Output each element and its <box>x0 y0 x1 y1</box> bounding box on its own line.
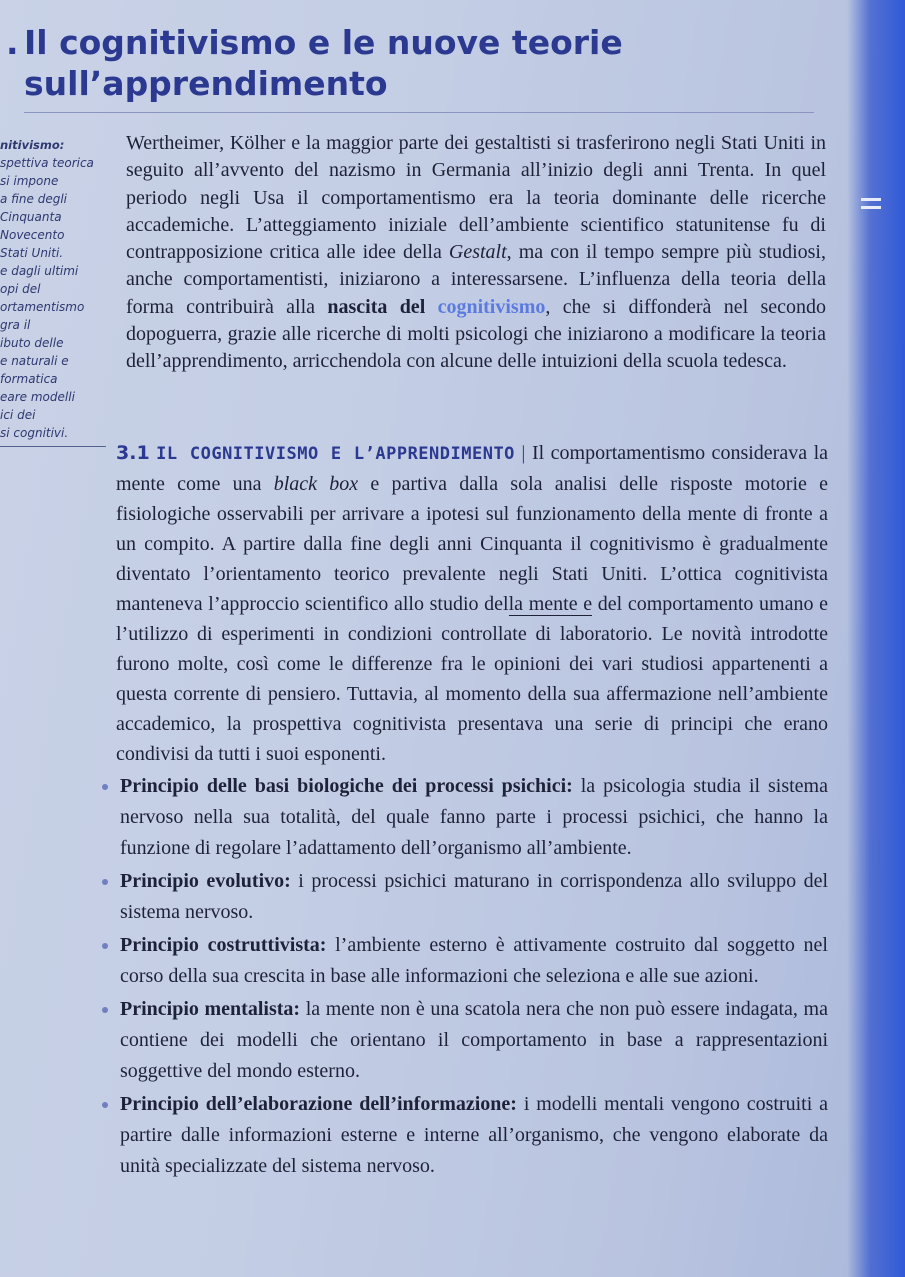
pen-underline: la mente e <box>508 593 593 615</box>
margin-note-line: formatica <box>0 372 58 386</box>
margin-note-line: ibuto delle <box>0 336 64 350</box>
principle-name: Principio mentalista: <box>120 998 301 1020</box>
intro-text: , ma con il tempo sempre più studiosi, anche comportamentisti, iniziarono a interessarsene. L’influenza della teoria della forma contribuirà alla <box>126 241 826 318</box>
list-item <box>116 930 828 992</box>
black-box-term: black box <box>273 473 359 495</box>
intro-paragraph <box>126 130 826 376</box>
principle-text: la psicologia studia il sistema nervoso nella sua totalità, del quale fanno parte i processi psichici, che hanno la funzione di regolare l’adattamento dell’organismo all’ambiente. <box>120 775 828 859</box>
margin-note-line: ici dei <box>0 408 36 422</box>
list-item <box>116 994 828 1087</box>
principle-text: l’ambiente esterno è attivamente costruito dal soggetto nel corso della sua crescita in base alle informazioni che seleziona e alle sue azioni. <box>120 934 828 987</box>
margin-note-line: opi del <box>0 282 41 296</box>
margin-note-line: Stati Uniti. <box>0 246 64 260</box>
section-text: del comportamento umano e l’utilizzo di esperimenti in condizioni controllate di laboratorio. Le novità introdotte furono molte, così come le differenze fra le opinioni dei vari studiosi appartenenti a questa corrente di pensiero. Tuttavia, al momento della sua affermazione nell’ambiente accademico, la prospettiva cognitivista presentava una serie di principi che erano condivisi da tutti i suoi esponenti. <box>116 593 829 765</box>
chapter-title-line-1: Il cognitivismo e le nuove teorie <box>24 23 623 62</box>
bullet-icon <box>102 1102 108 1108</box>
principle-text: i processi psichici maturano in corrispondenza allo sviluppo del sistema nervoso. <box>120 870 829 923</box>
margin-note <box>0 136 106 447</box>
section-separator: | <box>521 442 526 464</box>
chapter-title <box>6 22 814 113</box>
list-item <box>116 1089 828 1182</box>
chapter-title-line-2: sull’apprendimento <box>24 64 388 103</box>
margin-note-line: e dagli ultimi <box>0 264 79 278</box>
principle-name: Principio costruttivista: <box>120 934 327 956</box>
section-paragraph <box>116 438 828 769</box>
margin-note-line: eare modelli <box>0 390 75 404</box>
edge-marks <box>861 198 881 214</box>
margin-note-line: Cinquanta <box>0 210 62 224</box>
bullet-icon <box>102 879 108 885</box>
margin-note-line: gra il <box>0 318 31 332</box>
principles-list <box>116 771 828 1182</box>
intro-text: , che si diffonderà nel secondo dopoguerra, grazie alle ricerche di molti psicologi che iniziarono a modificare la teoria dell’apprendimento, arricchendola con alcune delle intuizioni della scuola tedesca. <box>126 295 826 373</box>
principle-name: Principio delle basi biologiche dei processi psichici: <box>120 775 573 797</box>
intro-text: Wertheimer, Kölher e la maggior parte dei gestaltisti si trasferirono negli Stati Uniti in seguito all’avvento del nazismo in Germania all’inizio degli anni Trenta. In quel periodo negli Usa il comportamentismo era la teoria dominante delle ricerche accademiche. L’atteggiamento iniziale dell’ambiente scientifico statunitense fu di contrapposizione critica alle idee della <box>126 132 826 264</box>
margin-note-line: e naturali e <box>0 354 69 368</box>
highlighted-term: cognitivismo <box>437 295 546 318</box>
bullet-icon <box>102 1007 108 1013</box>
margin-note-title: nitivismo: <box>0 138 65 152</box>
principle-text: i modelli mentali vengono costruiti a partire dalle informazioni esterne e interne all’organismo, che vengono elaborate da unità specializzate del sistema nervoso. <box>120 1093 828 1177</box>
margin-note-line: si impone <box>0 174 59 188</box>
section-heading: IL COGNITIVISMO E L’APPRENDIMENTO <box>156 444 515 464</box>
margin-note-line: Novecento <box>0 228 65 242</box>
page-edge-tab <box>847 0 905 1277</box>
margin-note-line: ortamentismo <box>0 300 85 314</box>
list-item <box>116 866 828 928</box>
bullet-icon <box>102 784 108 790</box>
principle-text: la mente non è una scatola nera che non può essere indagata, ma contiene dei modelli che orientano il comportamento in base a rappresentazioni soggettive del mondo esterno. <box>120 998 828 1082</box>
gestalt-term: Gestalt <box>448 241 507 264</box>
bullet-icon <box>102 943 108 949</box>
section-number: 3.1 <box>116 442 150 464</box>
section-text: Il comportamentismo considerava la mente come una <box>116 442 828 495</box>
principle-name: Principio evolutivo: <box>120 870 291 892</box>
intro-bold-phrase: nascita del <box>327 295 426 318</box>
margin-note-line: spettiva teorica <box>0 156 94 170</box>
title-bullet: . <box>6 23 19 62</box>
margin-note-line: si cognitivi. <box>0 426 69 440</box>
section-3-1 <box>116 438 828 1184</box>
list-item <box>116 771 828 864</box>
margin-note-line: a fine degli <box>0 192 68 206</box>
principle-name: Principio dell’elaborazione dell’informazione: <box>120 1093 517 1115</box>
section-text: e partiva dalla sola analisi delle risposte motorie e fisiologiche osservabili per arrivare a ipotesi sul funzionamento della mente di fronte a un compito. A partire dalla fine degli anni Cinquanta il cognitivismo è gradualmente diventato l’orientamento teorico prevalente negli Stati Uniti. L’ottica cognitivista manteneva l’approccio scientifico allo studio del <box>116 473 828 615</box>
